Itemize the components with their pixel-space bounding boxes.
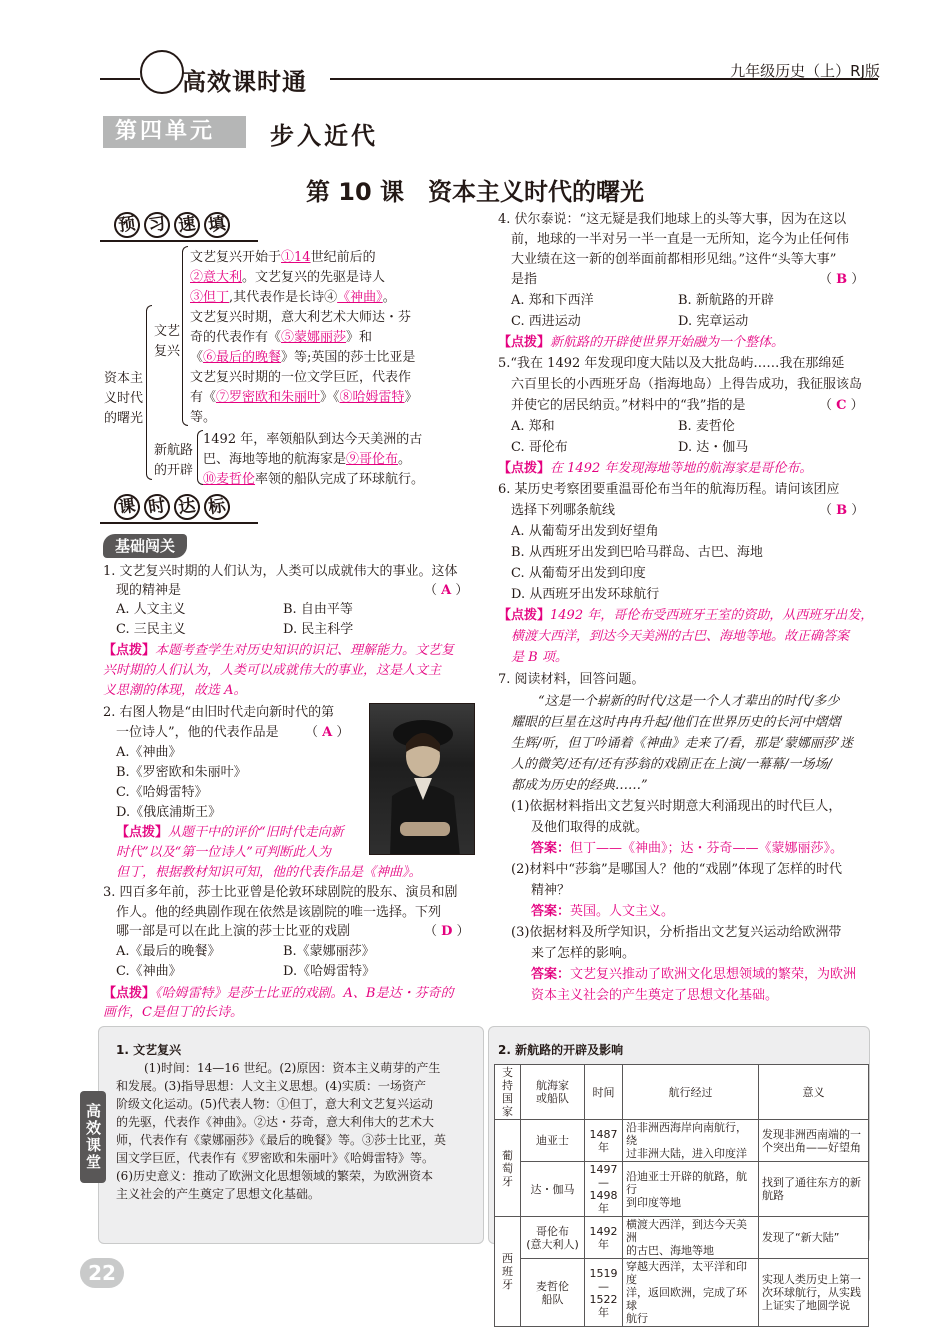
alarm-clock-logo bbox=[140, 50, 184, 94]
table-row: 西 班 牙 哥伦布 (意大利人) 1492 年 横渡大西洋，到达今天美洲 的古巴、海地等地 发现了“新大陆” bbox=[495, 1217, 869, 1259]
section-preview: 预 习 速 填 bbox=[100, 212, 258, 242]
sidebar-tab: 高效课堂 bbox=[80, 1091, 106, 1183]
portrait-photo bbox=[369, 703, 475, 855]
grade-label: 九年级历史（上）RJ版 bbox=[730, 62, 880, 80]
table-header-row: 支持 国家 航海家 或船队 时间 航行经过 意义 bbox=[495, 1065, 869, 1120]
header-line-left bbox=[100, 78, 140, 80]
summary1-title: 1. 文艺复兴 bbox=[116, 1043, 182, 1057]
summary2-title: 2. 新航路的开辟及影响 bbox=[498, 1043, 624, 1057]
brace-renaissance bbox=[182, 246, 188, 426]
unit-title: 步入近代 bbox=[270, 122, 378, 150]
unit-label: 第四单元 bbox=[103, 116, 246, 148]
table-row: 麦哲伦 船队 1519— 1522 年 穿越大西洋，太平洋和印度 洋，返回欧洲，完成了环球 航行 实现人类历史上第一 次环球航行，从实践 上证实了地圆学说 bbox=[495, 1259, 869, 1327]
portrait-figure-icon bbox=[370, 704, 475, 855]
brand-title: 高效课时通 bbox=[182, 68, 307, 96]
page-number: 22 bbox=[80, 1258, 124, 1288]
table-row: 达・伽马 1497— 1498 年 沿迪亚士开辟的航路，航行 到印度等地 找到了通往东方的新 航路 bbox=[495, 1162, 869, 1217]
table-row: 葡 萄 牙 迪亚士 1487 年 沿非洲西海岸向南航行，绕 过非洲大陆，进入印度洋 发现非洲西南端的一 个突出角——好望角 bbox=[495, 1120, 869, 1162]
routes-table bbox=[494, 1064, 869, 1327]
lesson-title: 第 10 课 资本主义时代的曙光 bbox=[305, 178, 645, 206]
brace-root bbox=[146, 305, 152, 480]
section-practice: 课 时 达 标 bbox=[100, 494, 258, 524]
basic-pill: 基础闯关 bbox=[103, 534, 187, 558]
